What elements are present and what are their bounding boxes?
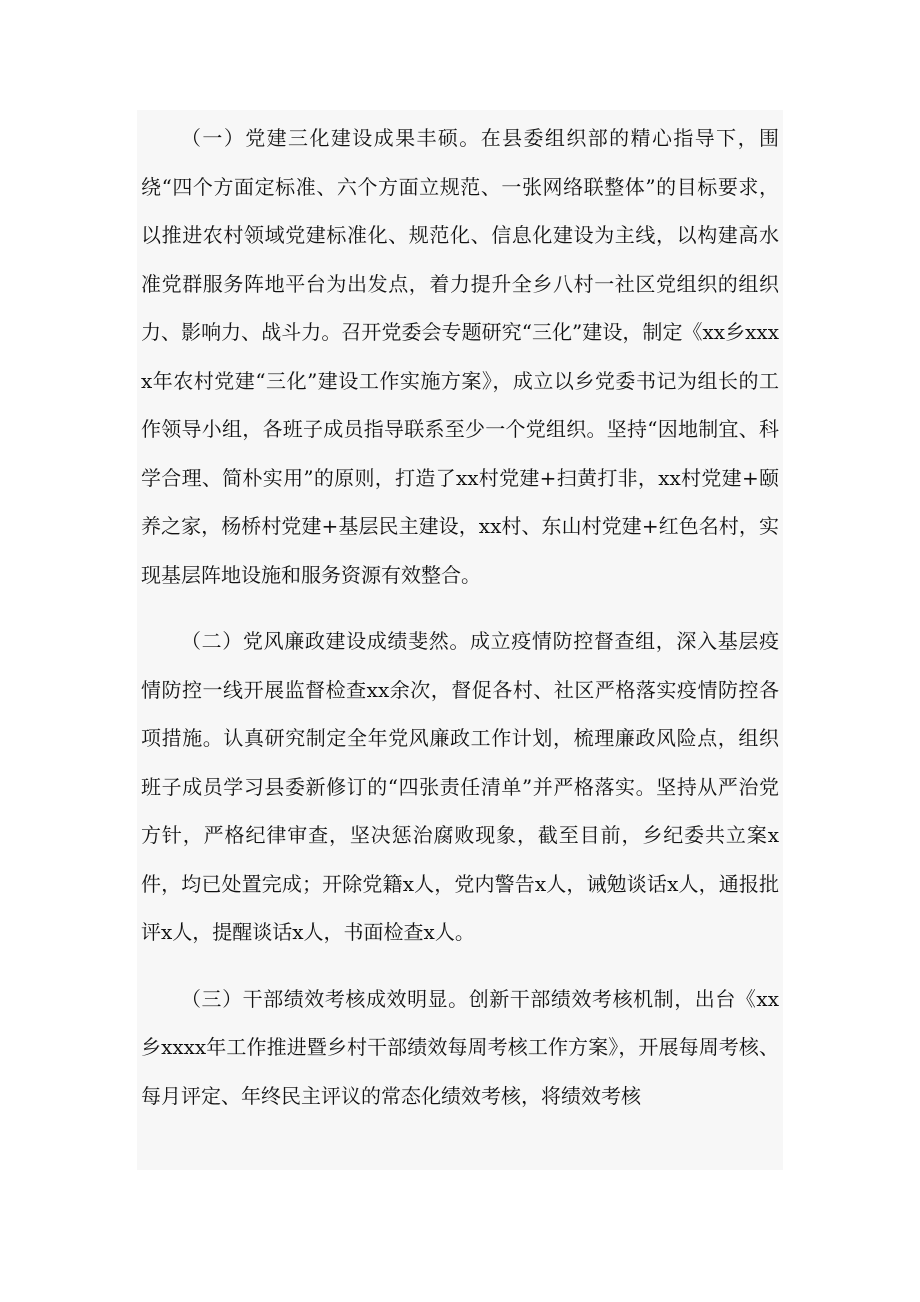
paragraph-cadre-performance-assessment: （三）干部绩效考核成效明显。创新干部绩效考核机制，出台《xx乡xxxx年工作推进暨乡村干部绩效每周考核工作方案》，开展每周考核、每月评定、年终民主评议的常态化绩效考核，将绩效考核 <box>141 986 779 1108</box>
paragraph-clean-governance: （二）党风廉政建设成绩斐然。成立疫情防控督查组，深入基层疫情防控一线开展监督检查xx余次，督促各村、社区严格落实疫情防控各项措施。认真研究制定全年党风廉政工作计划，梳理廉政风险点，组织班子成员学习县委新修订的“四张责任清单”并严格落实。坚持从严治党方针，严格纪律审查，坚决惩治腐败现象，截至目前，乡纪委共立案x件，均已处置完成；开除党籍x人，党内警告x人，诫勉谈话x人，通报批评x人，提醒谈话x人，书面检查x人。 <box>141 629 779 944</box>
paragraph-party-building-three-modernizations: （一）党建三化建设成果丰硕。在县委组织部的精心指导下，围绕“四个方面定标准、六个方面立规范、一张网络联整体”的目标要求，以推进农村领域党建标准化、规范化、信息化建设为主线，以构建高水准党群服务阵地平台为出发点，着力提升全乡八村一社区党组织的组织力、影响力、战斗力。召开党委会专题研究“三化”建设，制定《xx乡xxxx年农村党建“三化”建设工作实施方案》，成立以乡党委书记为组长的工作领导小组，各班子成员指导联系至少一个党组织。坚持“因地制宜、科学合理、简朴实用”的原则，打造了xx村党建+扫黄打非，xx村党建+颐养之家，杨桥村党建+基层民主建设，xx村、东山村党建+红色名村，实现基层阵地设施和服务资源有效整合。 <box>141 126 779 587</box>
document-page <box>137 110 783 1170</box>
